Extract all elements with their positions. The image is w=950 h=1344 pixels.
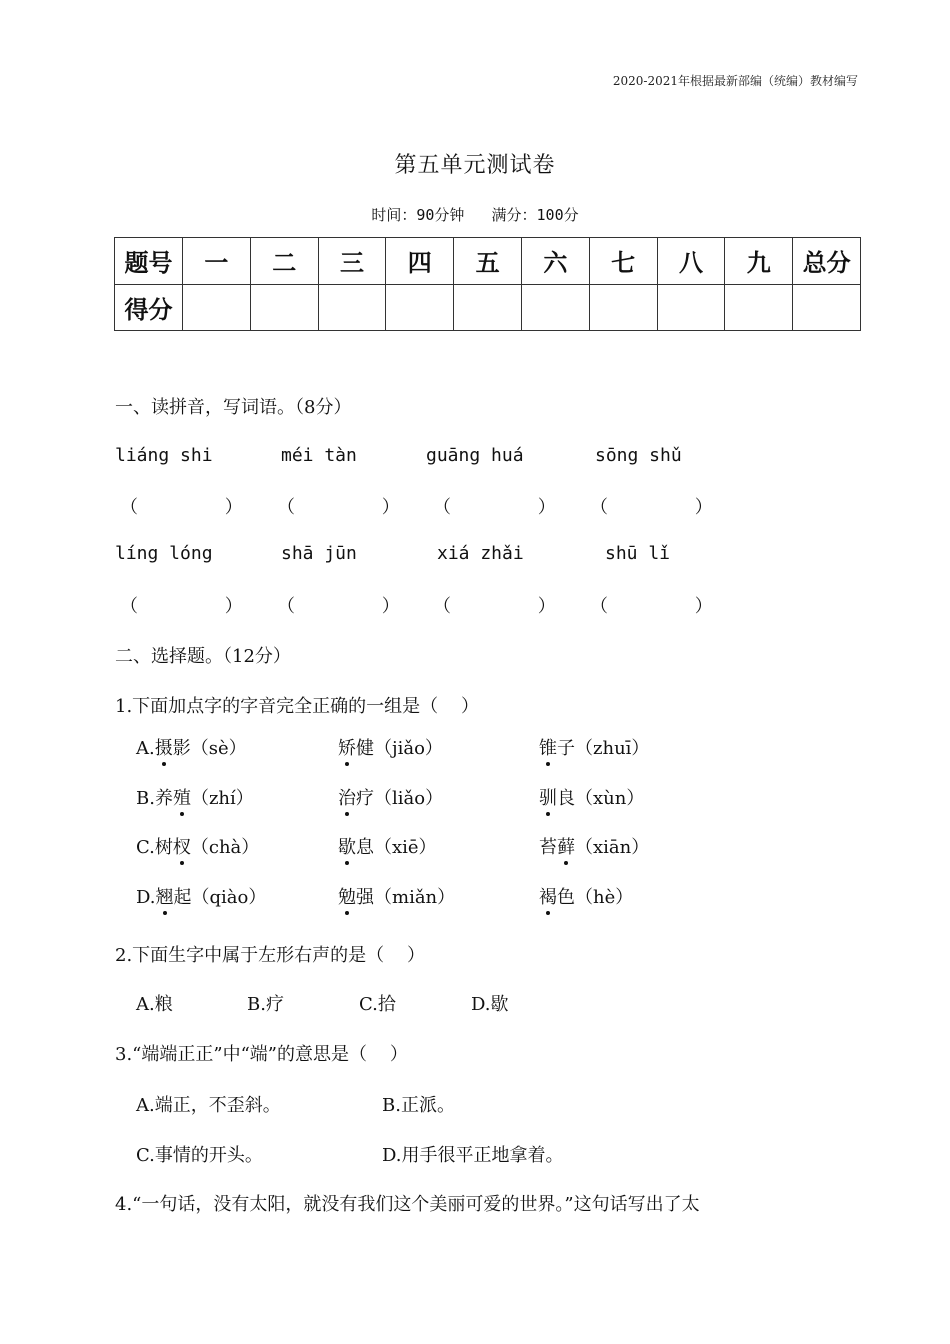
header-note: 2020-2021年根据最新部编（统编）教材编写	[612, 74, 858, 88]
score-table-cell: 三	[318, 238, 386, 285]
q2-option[interactable]: A.粮	[136, 994, 173, 1015]
answer-blank[interactable]: （ ）	[590, 596, 713, 617]
dotted-character: 褐	[539, 883, 557, 909]
pinyin-item: líng lóng	[115, 543, 213, 564]
score-table-score-row	[115, 284, 861, 331]
option-text: 良（xùn）	[557, 788, 645, 809]
pinyin-item: méi tàn	[281, 445, 357, 466]
q1-option[interactable]	[539, 734, 649, 760]
q1-option[interactable]	[539, 833, 649, 859]
score-table	[114, 237, 861, 331]
q3-option[interactable]: C.事情的开头。	[136, 1145, 263, 1166]
section1-heading: 一、读拼音，写词语。（8分）	[115, 397, 352, 418]
option-text: C.树	[136, 837, 173, 858]
answer-blank[interactable]: （ ）	[120, 596, 243, 617]
option-text: （xiān）	[575, 837, 650, 858]
section2-heading: 二、选择题。（12分）	[115, 646, 291, 667]
option-text: 健（jiǎo）	[356, 738, 443, 759]
answer-blank[interactable]: （ ）	[120, 497, 243, 518]
option-text: （zhí）	[190, 788, 254, 809]
option-text: 苔	[539, 837, 557, 858]
q1-option[interactable]	[539, 784, 644, 810]
q2-option[interactable]: D.歇	[471, 994, 509, 1015]
answer-blank[interactable]: （ ）	[433, 497, 556, 518]
q1-option[interactable]	[136, 784, 254, 810]
pinyin-item: shū lǐ	[605, 543, 671, 564]
q2-option[interactable]: B.疗	[247, 994, 284, 1015]
dotted-character: 殖	[173, 784, 191, 810]
q3-option[interactable]: B.正派。	[382, 1095, 455, 1116]
score-input-cell[interactable]	[725, 284, 793, 331]
question-2-stem: 2.下面生字中属于左形右声的是（ ）	[115, 945, 426, 966]
option-text: 影（sè）	[172, 738, 247, 759]
pinyin-item: shā jūn	[281, 543, 357, 564]
score-input-cell[interactable]	[657, 284, 725, 331]
option-text: A.	[136, 738, 155, 759]
dotted-character: 歇	[338, 833, 356, 859]
q1-option[interactable]	[539, 883, 633, 909]
q2-option[interactable]: C.拾	[359, 994, 396, 1015]
option-text: （chà）	[190, 837, 260, 858]
q1-option[interactable]	[338, 734, 443, 760]
score-input-cell[interactable]	[454, 284, 522, 331]
q1-option[interactable]	[338, 833, 437, 859]
score-table-cell: 八	[657, 238, 725, 285]
dotted-character: 锥	[539, 734, 557, 760]
score-table-header-row	[115, 238, 861, 285]
score-input-cell[interactable]	[250, 284, 318, 331]
dotted-character: 摄	[155, 734, 173, 760]
score-table-cell: 九	[725, 238, 793, 285]
option-text: 色（hè）	[557, 887, 634, 908]
option-text: B.养	[136, 788, 173, 809]
option-text: D.	[136, 887, 156, 908]
score-table-cell: 一	[183, 238, 251, 285]
answer-blank[interactable]: （ ）	[433, 596, 556, 617]
q3-option[interactable]: A.端正，不歪斜。	[136, 1095, 281, 1116]
score-input-cell[interactable]	[318, 284, 386, 331]
exam-info: 时间：90分钟 满分：100分	[371, 206, 579, 224]
pinyin-item: liáng shi	[115, 445, 213, 466]
pinyin-item: xiá zhǎi	[437, 543, 524, 564]
answer-blank[interactable]: （ ）	[590, 497, 713, 518]
option-text: 起（qiào）	[173, 887, 267, 908]
score-table-cell: 题号	[115, 238, 183, 285]
answer-blank[interactable]: （ ）	[277, 596, 400, 617]
q1-option[interactable]	[136, 734, 247, 760]
dotted-character: 矫	[338, 734, 356, 760]
score-table-cell: 七	[589, 238, 657, 285]
option-text: 强（miǎn）	[356, 887, 456, 908]
dotted-character: 杈	[173, 833, 191, 859]
question-3-stem: 3.“端端正正”中“端”的意思是（ ）	[115, 1044, 408, 1065]
dotted-character: 治	[338, 784, 356, 810]
page-title: 第五单元测试卷	[394, 153, 556, 178]
pinyin-item: sōng shǔ	[595, 445, 682, 466]
score-table-cell: 五	[454, 238, 522, 285]
score-table-cell: 得分	[115, 284, 183, 331]
q1-option[interactable]	[136, 833, 259, 859]
q3-option[interactable]: D.用手很平正地拿着。	[382, 1145, 564, 1166]
score-table-cell: 四	[386, 238, 454, 285]
question-1-stem: 1.下面加点字的字音完全正确的一组是（ ）	[115, 696, 480, 717]
score-input-cell[interactable]	[521, 284, 589, 331]
q1-option[interactable]	[136, 883, 266, 909]
score-input-cell[interactable]	[183, 284, 251, 331]
option-text: 息（xiē）	[356, 837, 437, 858]
q1-option[interactable]	[338, 784, 443, 810]
score-table-cell: 六	[521, 238, 589, 285]
score-table-cell: 总分	[793, 238, 861, 285]
score-input-cell[interactable]	[386, 284, 454, 331]
q1-option[interactable]	[338, 883, 455, 909]
answer-blank[interactable]: （ ）	[277, 497, 400, 518]
dotted-character: 藓	[557, 833, 575, 859]
score-input-cell[interactable]	[793, 284, 861, 331]
score-table-cell: 二	[250, 238, 318, 285]
option-text: 子（zhuī）	[557, 738, 650, 759]
dotted-character: 勉	[338, 883, 356, 909]
question-4-stem: 4.“一句话，没有太阳，就没有我们这个美丽可爱的世界。”这句话写出了太	[115, 1194, 700, 1215]
pinyin-item: guāng huá	[426, 445, 524, 466]
dotted-character: 翘	[156, 883, 174, 909]
dotted-character: 驯	[539, 784, 557, 810]
score-input-cell[interactable]	[589, 284, 657, 331]
option-text: 疗（liǎo）	[356, 788, 444, 809]
